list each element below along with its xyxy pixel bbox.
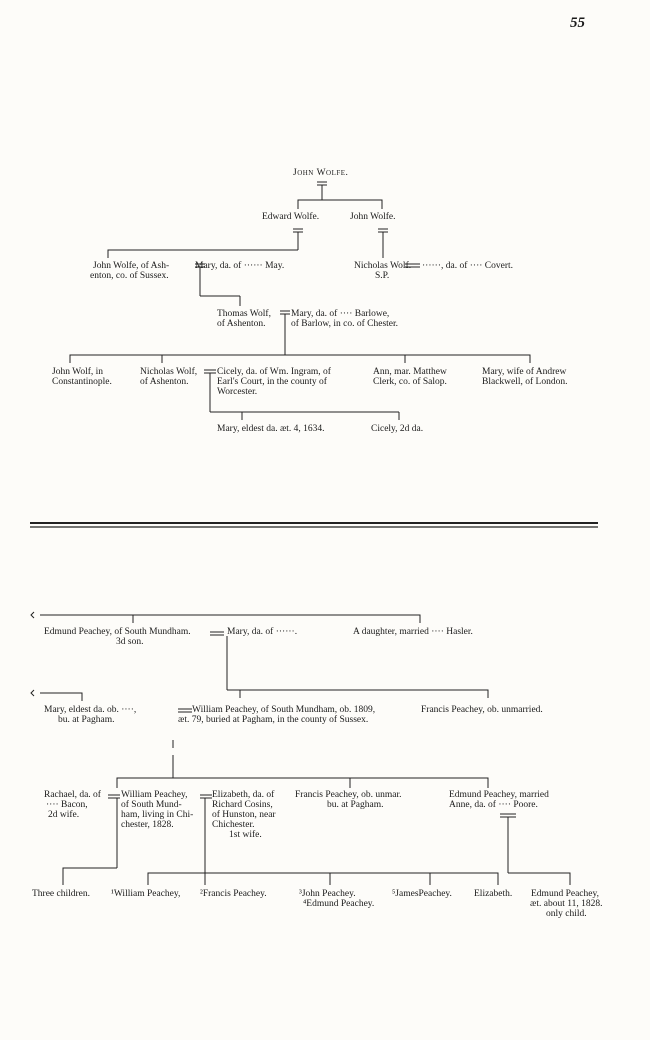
francis-peachey-unmar-l1: Francis Peachey, ob. unmar.: [295, 790, 402, 800]
child-francis-peachey: ²Francis Peachey.: [200, 889, 267, 899]
john-wolf-constantinople-l1: John Wolf, in: [52, 367, 104, 377]
child-william-peachey: ¹William Peachey,: [111, 889, 181, 899]
child-elizabeth: Elizabeth.: [474, 889, 513, 899]
child-edmund-peachey: ⁴Edmund Peachey.: [303, 899, 375, 909]
william-peachey-1828-l2: of South Mund-: [121, 800, 182, 810]
william-peachey-1809-l2: æt. 79, buried at Pagham, in the county of Sussex.: [178, 715, 369, 725]
mary-may: Mary, da. of ······ May.: [195, 261, 285, 271]
mary-eldest-peachey-l2: bu. at Pagham.: [58, 715, 115, 725]
edmund-peachey-poore-l1: Edmund Peachey, married: [449, 790, 549, 800]
mary-blackwell-l1: Mary, wife of Andrew: [482, 367, 567, 377]
john-wolfe-ashenton-l2: enton, co. of Sussex.: [90, 271, 169, 281]
john-wolf-constantinople-l2: Constantinople.: [52, 377, 112, 387]
william-peachey-1828-l1: William Peachey,: [121, 790, 188, 800]
mary-barlowe-l2: of Barlow, in co. of Chester.: [291, 319, 399, 329]
elizabeth-cosins-l4: Chichester.: [212, 820, 255, 830]
john-wolfe-gen2: John Wolfe.: [350, 212, 396, 222]
cicely-2d-da: Cicely, 2d da.: [371, 424, 424, 434]
wolfe-progenitor: John Wolfe.: [293, 168, 349, 178]
cicely-ingram-l3: Worcester.: [217, 387, 258, 397]
child-john-peachey: ³John Peachey.: [299, 889, 356, 899]
john-wolfe-ashenton-l1: John Wolfe, of Ash-: [93, 261, 170, 271]
francis-peachey-unmarried: Francis Peachey, ob. unmarried.: [421, 705, 543, 715]
page-number: 55: [570, 15, 585, 31]
mary-eldest-da: Mary, eldest da. æt. 4, 1634.: [217, 424, 325, 434]
edmund-peachey-only-child-l1: Edmund Peachey,: [531, 889, 599, 899]
edmund-peachey-poore-l2: Anne, da. of ···· Poore.: [449, 800, 538, 810]
nicholas-wolf-ashenton-l1: Nicholas Wolf,: [140, 367, 198, 377]
elizabeth-cosins-l2: Richard Cosins,: [212, 800, 273, 810]
nicholas-wolf-sp-note: S.P.: [375, 271, 390, 281]
ann-clerk-l2: Clerk, co. of Salop.: [373, 377, 447, 387]
francis-peachey-unmar-l2: bu. at Pagham.: [327, 800, 384, 810]
covert-daughter: ······, da. of ···· Covert.: [422, 261, 513, 271]
william-peachey-1828-l3: ham, living in Chi-: [121, 810, 194, 820]
thomas-wolf-l1: Thomas Wolf,: [217, 309, 271, 319]
edmund-peachey-south-mundham-l2: 3d son.: [116, 637, 144, 647]
elizabeth-cosins-l3: of Hunston, near: [212, 810, 276, 820]
william-peachey-1828-l4: chester, 1828.: [121, 820, 174, 830]
mary-wife-of-edmund: Mary, da. of ······.: [227, 627, 298, 637]
child-james-peachey: ⁵JamesPeachey.: [392, 889, 452, 899]
rachael-bacon-l1: Rachael, da. of: [44, 790, 101, 800]
three-children: Three children.: [32, 889, 91, 899]
mary-barlowe-l1: Mary, da. of ···· Barlowe,: [291, 309, 390, 319]
william-peachey-1809-l1: William Peachey, of South Mundham, ob. 1809,: [192, 705, 376, 715]
nicholas-wolf-ashenton-l2: of Ashenton.: [140, 377, 189, 387]
rachael-bacon-l2: ···· Bacon,: [46, 800, 88, 810]
thomas-wolf-l2: of Ashenton.: [217, 319, 266, 329]
elizabeth-cosins-l5: 1st wife.: [229, 830, 262, 840]
ann-clerk-l1: Ann, mar. Matthew: [373, 367, 447, 377]
rachael-bacon-l3: 2d wife.: [48, 810, 80, 820]
mary-blackwell-l2: Blackwell, of London.: [482, 377, 568, 387]
mary-eldest-peachey-l1: Mary, eldest da. ob. ····,: [44, 705, 137, 715]
edmund-peachey-south-mundham-l1: Edmund Peachey, of South Mundham.: [44, 627, 191, 637]
edmund-peachey-only-child-l2: æt. about 11, 1828.: [530, 899, 603, 909]
elizabeth-cosins-l1: Elizabeth, da. of: [212, 790, 275, 800]
edward-wolfe: Edward Wolfe.: [262, 212, 320, 222]
cicely-ingram-l1: Cicely, da. of Wm. Ingram, of: [217, 367, 331, 377]
daughter-hasler: A daughter, married ···· Hasler.: [353, 627, 473, 637]
nicholas-wolf-sp: Nicholas Wolf.: [354, 261, 412, 271]
edmund-peachey-only-child-l3: only child.: [546, 909, 587, 919]
cicely-ingram-l2: Earl's Court, in the county of: [217, 377, 327, 387]
